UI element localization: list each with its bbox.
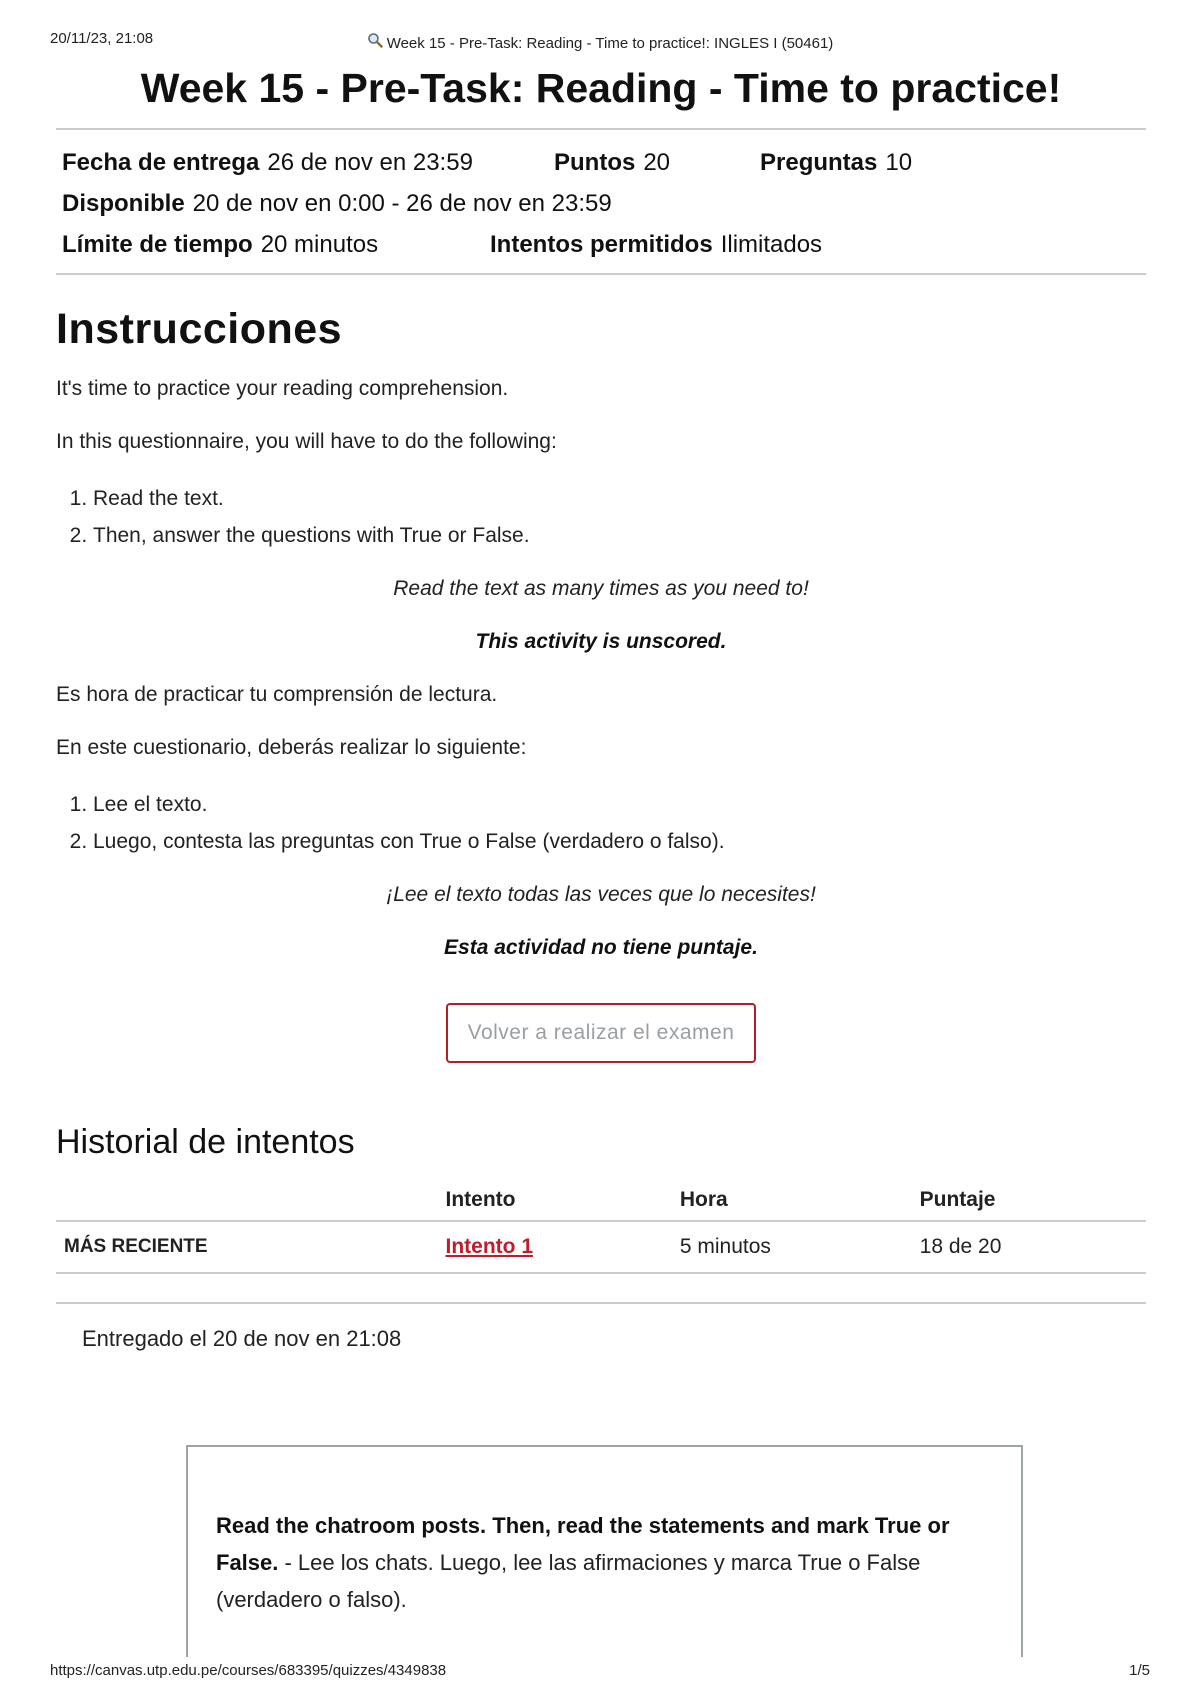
column-header-time: Hora: [672, 1180, 912, 1221]
list-item: 1. Lee el texto.: [93, 786, 1146, 823]
search-icon: [367, 32, 383, 52]
attempt-history-table: [56, 1180, 1146, 1274]
question-intro-bold: Read the chatroom posts. Then, read the statements and mark True or False.: [216, 1513, 950, 1575]
retake-quiz-button[interactable]: Volver a realizar el examen: [446, 1003, 757, 1063]
list-item: 2. Luego, contesta las preguntas con True o False (verdadero o falso).: [93, 823, 1146, 860]
column-header-attempt: Intento: [438, 1180, 672, 1221]
print-title-text: Week 15 - Pre-Task: Reading - Time to practice!: INGLES I (50461): [386, 35, 834, 52]
column-header-score: Puntaje: [912, 1180, 1146, 1221]
list-item: 1. Read the text.: [93, 480, 1146, 517]
instructions-es-unscored: Esta actividad no tiene puntaje.: [444, 936, 758, 959]
most-recent-label: MÁS RECIENTE: [56, 1221, 438, 1273]
instructions-en-unscored: This activity is unscored.: [475, 630, 727, 653]
instructions-en-lead: In this questionnaire, you will have to do the following:: [56, 430, 557, 453]
list-item: 2. Then, answer the questions with True or False.: [93, 517, 1146, 554]
time-cell: 5 minutos: [672, 1221, 912, 1273]
instructions-es-lead: En este cuestionario, deberás realizar lo siguiente:: [56, 736, 527, 759]
score-cell: 18 de 20: [912, 1221, 1146, 1273]
details-row-1: [62, 142, 1140, 183]
page-number: 1/5: [1129, 1662, 1150, 1679]
details-row-3: [62, 224, 1140, 265]
questions-count: Preguntas 10: [760, 149, 913, 176]
instructions-en-intro: It's time to practice your reading comprehension.: [56, 377, 509, 400]
instructions-es-steps: [56, 786, 1146, 860]
instructions-en-note: Read the text as many times as you need to!: [393, 577, 809, 600]
instructions-en-steps: [56, 480, 1146, 554]
print-header: [50, 30, 1150, 50]
question-intro-text: [216, 1507, 981, 1618]
instructions-heading: Instrucciones: [56, 305, 343, 353]
attempt-1-link[interactable]: Intento 1: [445, 1235, 533, 1258]
attempt-history-heading: Historial de intentos: [56, 1123, 355, 1161]
table-header-empty: [56, 1180, 438, 1221]
page-title: Week 15 - Pre-Task: Reading - Time to practice!: [140, 65, 1062, 111]
due-date: Fecha de entrega 26 de nov en 23:59: [62, 149, 473, 176]
instructions-es-intro: Es hora de practicar tu comprensión de lectura.: [56, 683, 498, 706]
print-date: 20/11/23, 21:08: [50, 30, 154, 47]
available-window: Disponible 20 de nov en 0:00 - 26 de nov en 23:59: [62, 190, 612, 217]
quiz-details: [56, 130, 1146, 273]
points: Puntos 20: [554, 149, 671, 176]
allowed-attempts: Intentos permitidos Ilimitados: [490, 231, 823, 258]
table-header-row: [56, 1180, 1146, 1221]
question-box: [186, 1445, 1023, 1657]
time-limit: Límite de tiempo 20 minutos: [62, 231, 379, 258]
quiz-content: [56, 58, 1146, 1352]
attempt-cell: [438, 1221, 672, 1273]
submitted-timestamp: Entregado el 20 de nov en 21:08: [82, 1326, 402, 1351]
divider: [56, 1302, 1146, 1304]
print-url: https://canvas.utp.edu.pe/courses/683395/quizzes/4349838: [50, 1662, 447, 1679]
instructions-es-note: ¡Lee el texto todas las veces que lo necesites!: [386, 883, 816, 906]
table-row: [56, 1221, 1146, 1273]
divider: [56, 273, 1146, 275]
retake-button-wrap: [56, 1003, 1146, 1063]
details-row-2: [62, 183, 1140, 224]
print-page-title: [50, 32, 1150, 52]
question-intro-rest: - Lee los chats. Luego, lee las afirmaciones y marca True o False (verdadero o falso).: [216, 1550, 921, 1612]
print-footer: [50, 1662, 1150, 1679]
